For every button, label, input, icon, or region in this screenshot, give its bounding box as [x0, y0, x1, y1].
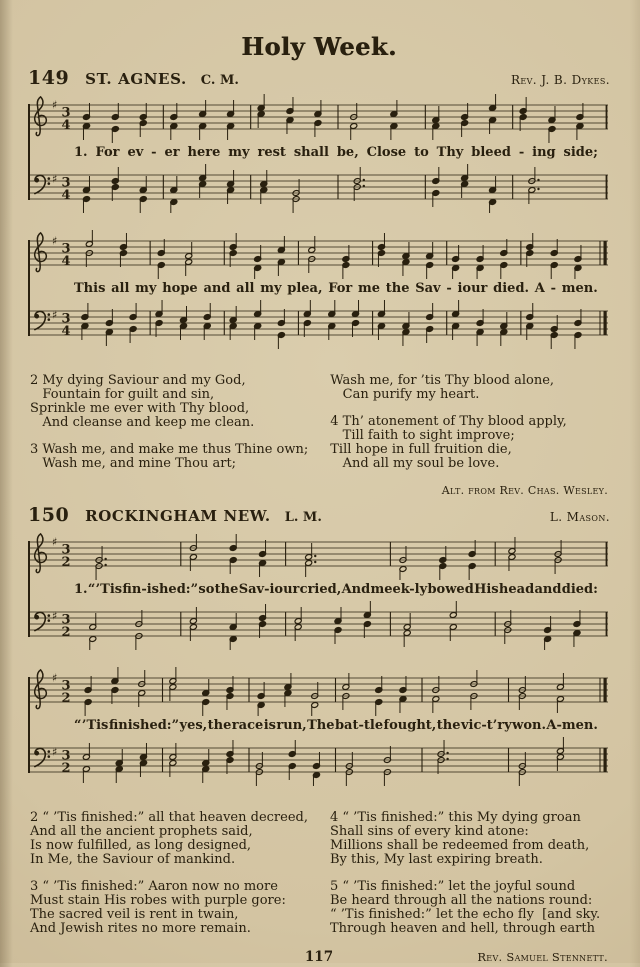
lyric-word: head	[498, 581, 535, 597]
verse-line: 3 “ ’Tis finished:” Aaron now no more	[30, 879, 278, 894]
verse-line: Through heaven and hell, through earth	[330, 921, 595, 936]
time-signature-numerator: 3	[61, 311, 71, 327]
lyric-line	[28, 143, 610, 161]
verses-149	[30, 363, 608, 498]
lyric-word: A	[534, 280, 545, 296]
lyric-word: to	[414, 144, 429, 160]
lyric-word: here	[187, 144, 221, 160]
verse-line: Till hope in full fruition die,	[330, 442, 512, 457]
music-system	[28, 664, 610, 786]
augmentation-dot	[363, 185, 365, 187]
lyric-word: be,	[336, 144, 359, 160]
verse-line: Can purify my heart.	[330, 387, 480, 402]
lyric-word: ing	[532, 144, 556, 160]
lyric-word: won.	[512, 717, 546, 733]
time-signature-numerator: 3	[61, 542, 71, 558]
lyric-word: the	[214, 581, 239, 597]
lyric-word: cried,	[299, 581, 342, 597]
hymn-number: 149	[28, 67, 70, 89]
lyric-line	[28, 279, 610, 297]
time-signature-denominator: 4	[61, 323, 71, 339]
hymn-meter: L. M.	[284, 510, 322, 525]
lyric-word: -	[446, 280, 452, 296]
bass-clef-dot	[48, 318, 51, 321]
lyric-word: shall	[293, 144, 329, 160]
lyric-word: The	[307, 717, 335, 733]
augmentation-dot	[446, 758, 448, 760]
lyric-word: A-men.	[546, 717, 598, 733]
time-signature-numerator: 3	[61, 748, 71, 764]
hymn-header	[28, 67, 610, 89]
lyric-word: hope	[162, 280, 198, 296]
verse-line: 4 “ ’Tis finished:” this My dying groan	[330, 810, 581, 825]
lyric-word: And	[341, 581, 371, 597]
verse-line: And all the ancient prophets said,	[30, 824, 253, 839]
sharp-sign: ♯	[52, 535, 58, 549]
lyric-word: His	[474, 581, 499, 597]
bass-staff	[28, 297, 608, 349]
verse-line: Be heard through all the nations round:	[330, 893, 593, 908]
lyric-word: men.	[561, 280, 598, 296]
treble-clef-icon	[35, 97, 47, 136]
verse-line: 3 Wash me, and make me thus Thine own;	[30, 442, 309, 457]
verse-attribution: Alt. from Rev. Chas. Wesley.	[441, 484, 608, 497]
hymn-header	[28, 504, 610, 526]
bass-staff	[28, 734, 608, 786]
lyric-word: my	[228, 144, 250, 160]
time-signature-numerator: 3	[61, 241, 71, 257]
verse-line: Shall sins of every kind atone:	[330, 824, 529, 839]
bass-clef-dot	[48, 619, 51, 622]
verse-line: 5 “ ’Tis finished:” let the joyful sound	[330, 879, 576, 894]
bass-staff	[28, 161, 608, 213]
music-system	[28, 528, 610, 650]
verse-line: Fountain for guilt and sin,	[30, 387, 215, 402]
augmentation-dot	[314, 561, 316, 563]
lyric-word: -	[151, 144, 157, 160]
bass-clef-dot	[48, 313, 51, 316]
augmentation-dot	[104, 564, 106, 566]
sharp-sign: ♯	[52, 671, 58, 685]
time-signature-denominator: 2	[61, 760, 71, 776]
time-signature-denominator: 4	[61, 253, 71, 269]
hymn-number: 150	[28, 504, 70, 526]
composer-credit: Rev. J. B. Dykes.	[510, 73, 610, 87]
lyric-word: Thy	[436, 144, 464, 160]
lyric-word: vic-t’ry	[460, 717, 512, 733]
time-signature-numerator: 3	[61, 678, 71, 694]
verse-line: 2 “ ’Tis finished:” all that heaven decreed,	[30, 810, 308, 825]
lyric-word: bleed	[471, 144, 511, 160]
lyric-word: fin-ished:”	[122, 581, 199, 597]
verse-column-left	[30, 800, 308, 949]
lyric-line	[28, 580, 610, 598]
lyric-word: bat-tle	[334, 717, 384, 733]
bass-clef-dot	[48, 750, 51, 753]
verse-line: 4 Th’ atonement of Thy blood apply,	[330, 414, 567, 429]
lyric-word: plea,	[287, 280, 323, 296]
treble-clef-icon	[35, 233, 47, 272]
tune-name: ROCKINGHAM NEW.	[85, 507, 271, 525]
lyric-word: Close	[366, 144, 407, 160]
augmentation-dot	[446, 752, 448, 754]
treble-staff	[28, 528, 608, 580]
time-signature-denominator: 2	[61, 690, 71, 706]
lyric-word: race	[231, 717, 264, 733]
augmentation-dot	[314, 555, 316, 557]
verse-line: Wash me, and mine Thou art;	[30, 456, 237, 471]
time-signature-numerator: 3	[61, 612, 71, 628]
final-barline-thick	[604, 241, 607, 265]
lyric-word: the	[436, 717, 461, 733]
lyric-word: 1.	[74, 144, 88, 160]
lyric-word: is	[263, 717, 276, 733]
lyric-word: the	[385, 280, 410, 296]
lyric-word: so	[198, 581, 215, 597]
hymn-150	[28, 504, 610, 949]
sharp-sign: ♯	[52, 234, 58, 248]
lyric-word: This	[74, 280, 106, 296]
lyric-word: For	[95, 144, 120, 160]
time-signature-denominator: 4	[61, 187, 71, 203]
lyric-word: For	[328, 280, 353, 296]
verse-line: And Jewish rites no more remain.	[30, 921, 251, 936]
treble-staff	[28, 664, 608, 716]
lyric-word: my	[135, 280, 157, 296]
lyric-word: yes,	[179, 717, 208, 733]
page-footer	[28, 949, 610, 967]
treble-staff	[28, 227, 608, 279]
augmentation-dot	[537, 188, 539, 190]
verses-150	[30, 800, 608, 949]
lyric-word: died.	[493, 280, 530, 296]
verse-line: The sacred veil is rent in twain,	[30, 907, 239, 922]
verse-column-right	[330, 800, 608, 949]
verse-line: In Me, the Saviour of mankind.	[30, 852, 236, 867]
time-signature-denominator: 2	[61, 624, 71, 640]
hymn-149	[28, 67, 610, 498]
sharp-sign: ♯	[52, 745, 58, 759]
sharp-sign: ♯	[52, 308, 58, 322]
page-number: 117	[304, 949, 334, 965]
verse-line: Sprinkle me ever with Thy blood,	[30, 401, 250, 416]
lyric-word: died:	[561, 581, 598, 597]
verse-line: Must stain His robes with purple gore:	[30, 893, 286, 908]
lyric-word: rest	[257, 144, 286, 160]
tune-name: ST. AGNES.	[85, 70, 187, 88]
treble-staff	[28, 91, 608, 143]
lyric-word: finished:”	[108, 717, 180, 733]
bass-staff	[28, 598, 608, 650]
time-signature-denominator: 2	[61, 554, 71, 570]
author-attribution: Rev. Samuel Stennett.	[477, 950, 608, 964]
lyric-word: -	[550, 280, 557, 296]
verse-line: And cleanse and keep me clean.	[30, 415, 255, 430]
verse-line: Is now fulfilled, as long designed,	[30, 838, 252, 853]
verse-column-right	[330, 363, 608, 498]
lyric-word: 1.	[74, 581, 88, 597]
bass-clef-dot	[48, 177, 51, 180]
verse-line: Millions shall be redeemed from death,	[330, 838, 590, 853]
lyric-word: fought,	[383, 717, 437, 733]
lyric-word: side;	[563, 144, 598, 160]
final-barline-thick	[604, 311, 607, 335]
verse-line: “ ’Tis finished:” let the echo fly [and sky.	[330, 907, 601, 922]
time-signature-numerator: 3	[61, 105, 71, 121]
page-title: Holy Week.	[241, 32, 397, 61]
lyric-word: bowed	[427, 581, 474, 597]
sharp-sign: ♯	[52, 172, 58, 186]
lyric-word: all	[236, 280, 255, 296]
treble-clef-icon	[35, 670, 47, 709]
lyric-word: ’Tis	[95, 581, 123, 597]
augmentation-dot	[537, 179, 539, 181]
lyric-word: “	[87, 581, 96, 597]
final-barline-thick	[604, 748, 607, 772]
verse-line: Wash me, for ’tis Thy blood alone,	[330, 373, 555, 388]
verse-line: 2 My dying Saviour and my God,	[30, 373, 246, 388]
lyric-word: the	[207, 717, 232, 733]
sharp-sign: ♯	[52, 609, 58, 623]
augmentation-dot	[104, 558, 106, 560]
music-system	[28, 227, 610, 349]
lyric-word: meek-ly	[370, 581, 428, 597]
lyric-word: and	[203, 280, 231, 296]
verse-line: And all my soul be love.	[330, 456, 500, 471]
sharp-sign: ♯	[52, 98, 58, 112]
lyric-word: and	[534, 581, 562, 597]
lyric-word: Sav	[415, 280, 441, 296]
lyric-word: -	[518, 144, 525, 160]
verse-line: Till faith to sight improve;	[330, 428, 515, 443]
treble-clef-icon	[35, 534, 47, 573]
time-signature-denominator: 4	[61, 117, 71, 133]
augmentation-dot	[363, 179, 365, 181]
verse-column-left	[30, 363, 308, 498]
lyric-word: run,	[276, 717, 307, 733]
lyric-line	[28, 716, 610, 734]
time-signature-numerator: 3	[61, 175, 71, 191]
composer-credit: L. Mason.	[549, 510, 610, 524]
lyric-word: “	[74, 717, 82, 733]
hymn-meter: C. M.	[200, 73, 239, 88]
final-barline-thick	[604, 678, 607, 702]
verse-line: By this, My last expiring breath.	[330, 852, 543, 867]
lyric-word: me	[358, 280, 381, 296]
bass-clef-dot	[48, 182, 51, 185]
lyric-word: ev	[127, 144, 144, 160]
bass-clef-dot	[48, 614, 51, 617]
lyric-word: Sav-iour	[238, 581, 300, 597]
lyric-word: my	[260, 280, 282, 296]
lyric-word: iour	[457, 280, 488, 296]
music-system	[28, 91, 610, 213]
bass-clef-dot	[48, 755, 51, 758]
lyric-word: ’Tis	[81, 717, 109, 733]
lyric-word: all	[111, 280, 130, 296]
lyric-word: er	[164, 144, 180, 160]
